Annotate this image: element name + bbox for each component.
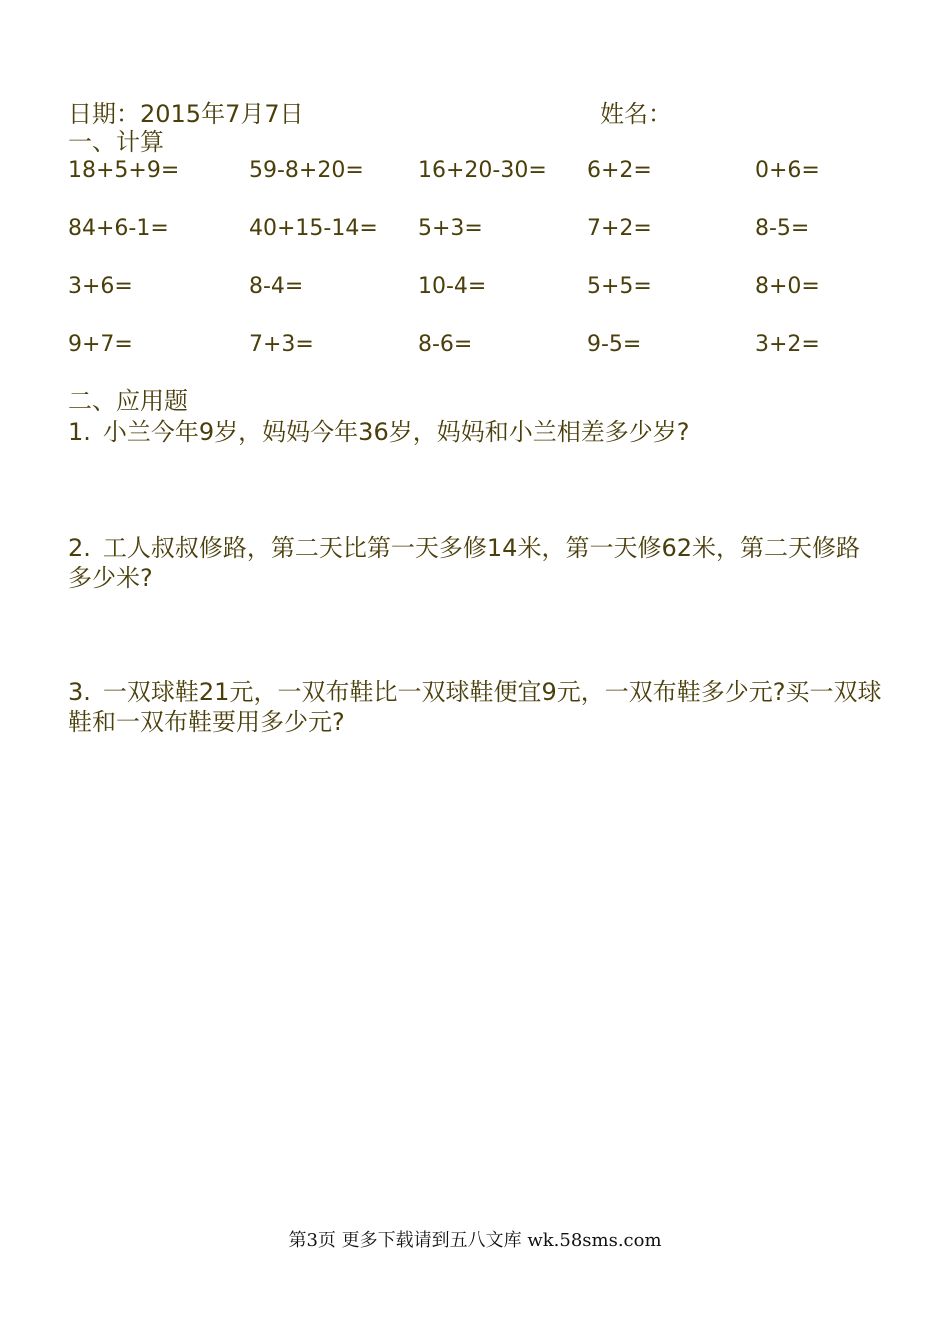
calc-row (68, 214, 888, 272)
calc-item: 3+2= (755, 332, 820, 357)
word-problem-2 (68, 533, 883, 593)
calc-item: 59-8+20= (249, 158, 364, 183)
calc-item: 40+15-14= (249, 216, 378, 241)
problem-number: 3. (68, 678, 91, 706)
calc-item: 5+5= (587, 274, 652, 299)
section-title-word-problems: 二、应用题 (68, 387, 188, 415)
problem-text: 工人叔叔修路，第二天比第一天多修14米，第一天修62米，第二天修路多少米? (68, 534, 860, 592)
calc-item: 5+3= (418, 216, 483, 241)
problem-text: 小兰今年9岁，妈妈今年36岁，妈妈和小兰相差多少岁? (102, 418, 690, 446)
calc-item: 7+2= (587, 216, 652, 241)
date-label: 日期：2015年7月7日 (68, 100, 304, 128)
problem-number: 2. (68, 534, 91, 562)
calc-row (68, 330, 888, 388)
problem-number: 1. (68, 418, 91, 446)
calc-item: 18+5+9= (68, 158, 180, 183)
word-problem-3 (68, 677, 883, 737)
name-label: 姓名： (600, 100, 672, 128)
problem-text: 一双球鞋21元，一双布鞋比一双球鞋便宜9元，一双布鞋多少元?买一双球鞋和一双布鞋要用多少元? (68, 678, 882, 736)
calc-item: 10-4= (418, 274, 487, 299)
calc-item: 9+7= (68, 332, 133, 357)
calc-row (68, 272, 888, 330)
calc-item: 0+6= (755, 158, 820, 183)
calc-item: 16+20-30= (418, 158, 547, 183)
calc-item: 7+3= (249, 332, 314, 357)
page-footer: 第3页 更多下载请到五八文库 wk.58sms.com (288, 1230, 662, 1251)
calculation-grid (68, 156, 888, 388)
calc-item: 9-5= (587, 332, 642, 357)
calc-item: 8-6= (418, 332, 473, 357)
calc-item: 3+6= (68, 274, 133, 299)
calc-item: 84+6-1= (68, 216, 169, 241)
header-row (68, 96, 888, 132)
calc-row (68, 156, 888, 214)
word-problem-1 (68, 417, 883, 447)
calc-item: 6+2= (587, 158, 652, 183)
calc-item: 8-5= (755, 216, 810, 241)
calc-item: 8+0= (755, 274, 820, 299)
calc-item: 8-4= (249, 274, 304, 299)
section-title-calculation: 一、计算 (68, 128, 164, 156)
